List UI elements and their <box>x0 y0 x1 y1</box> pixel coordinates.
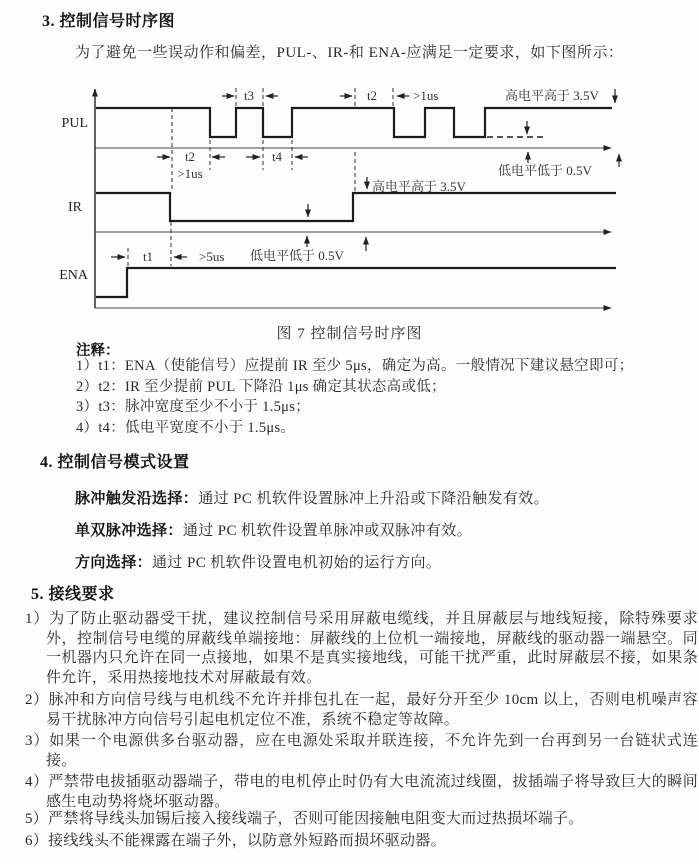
section-3-heading: 3. 控制信号时序图 <box>42 13 176 30</box>
single-double-pulse-label: 单双脉冲选择： <box>75 523 183 539</box>
single-double-pulse-text: 通过 PC 机软件设置单脉冲或双脉冲有效。 <box>182 523 473 539</box>
pul-waveform <box>96 108 612 137</box>
note-item-1: 1）t1：ENA（使能信号）应提前 IR 至少 5μs，确定为高。一般情况下建议悬空即可； <box>76 358 634 374</box>
ir-signal-label: IR <box>68 200 82 215</box>
direction-select-label: 方向选择： <box>75 555 153 571</box>
figure-caption: 图 7 控制信号时序图 <box>276 326 423 342</box>
t1-label: t1 <box>142 249 154 264</box>
pulse-edge-select-item <box>75 487 549 508</box>
wiring-item-2 <box>25 691 698 730</box>
wiring-item-1 <box>25 610 698 688</box>
wiring-item-6 <box>25 832 698 852</box>
wiring-item-6-num: 6） <box>25 833 49 849</box>
pul-high-level-label: 高电平高于 3.5V <box>505 88 599 103</box>
wiring-item-4 <box>25 773 698 812</box>
wiring-item-1-num: 1） <box>25 611 50 627</box>
ir-low-level-label: 低电平低于 0.5V <box>250 248 344 263</box>
pulse-edge-select-label: 脉冲触发沿选择： <box>75 491 199 507</box>
timing-diagram <box>0 80 699 322</box>
notes-list <box>76 356 633 438</box>
ena-waveform <box>96 268 616 297</box>
ir-waveform <box>96 193 616 221</box>
pulse-edge-select-text: 通过 PC 机软件设置脉冲上升沿或下降沿触发有效。 <box>198 491 550 507</box>
wiring-item-2-text: 脉冲和方向信号线与电机线不允许并排包扎在一起，最好分开至少 10cm 以上，否则电机噪声容易干扰脉冲方向信号引起电机定位不准，系统不稳定等故障。 <box>46 692 698 728</box>
direction-select-item <box>75 551 441 572</box>
direction-select-text: 通过 PC 机软件设置电机初始的运行方向。 <box>152 555 442 571</box>
gt5us-label: >5us <box>199 249 225 264</box>
gt1us-top-label: >1us <box>413 88 439 103</box>
wiring-item-1-text: 为了防止驱动器受干扰，建议控制信号采用屏蔽电缆线，并且屏蔽层与地线短接，除特殊要求外，控制信号电缆的屏蔽线单端接地：屏蔽线的上位机一端接地，屏蔽线的驱动器一端悬空。同一机器内只允许在同一点接地，如果不是真实接地线，可能干扰严重，此时屏蔽层不接，如果条件允许，采用热接地技术对屏蔽最有效。 <box>46 611 698 686</box>
note-item-3: 3）t3：脉冲宽度至少不小于 1.5μs； <box>76 399 310 415</box>
wiring-item-4-num: 4） <box>25 774 49 790</box>
dashed-guides <box>128 88 393 267</box>
section-4-heading: 4. 控制信号模式设置 <box>40 454 190 471</box>
ena-signal-label: ENA <box>59 268 88 283</box>
notes-heading: 注释： <box>76 343 120 359</box>
wiring-item-3-text: 如果一个电源供多台驱动器，应在电源处采取并联连接，不允许先到一台再到另一台链状式连接。 <box>46 733 698 769</box>
wiring-item-3-num: 3） <box>25 733 50 749</box>
t4-label: t4 <box>271 149 283 164</box>
t2-top-label: t2 <box>366 88 378 103</box>
wiring-item-5 <box>25 810 698 830</box>
section-5-heading: 5. 接线要求 <box>31 586 115 603</box>
wiring-item-5-text: 严禁将导线头加锡后接入接线端子，否则可能因接触电阻变大而过热损坏端子。 <box>48 811 584 827</box>
ir-high-level-label: 高电平高于 3.5V <box>372 179 466 194</box>
t3-label: t3 <box>243 88 255 103</box>
wiring-item-2-num: 2） <box>25 692 49 708</box>
note-item-2: 2）t2：IR 至少提前 PUL 下降沿 1μs 确定其状态高或低； <box>76 378 446 395</box>
pul-low-level-label: 低电平低于 0.5V <box>498 163 592 178</box>
wiring-item-4-text: 严禁带电拔插驱动器端子，带电的电机停止时仍有大电流流过线圈，拔插端子将导致巨大的瞬间感生电动势将烧坏驱动器。 <box>46 774 698 810</box>
wiring-item-3 <box>25 732 698 771</box>
gt1us-bottom-label: >1us <box>177 166 203 181</box>
pul-signal-label: PUL <box>61 116 88 131</box>
section-3-intro: 为了避免一些误动作和偏差，PUL-、IR-和 ENA-应满足一定要求，如下图所示： <box>75 45 624 61</box>
single-double-pulse-item <box>75 519 472 540</box>
note-item-4: 4）t4：低电平宽度不小于 1.5μs。 <box>76 419 296 436</box>
wiring-item-5-num: 5） <box>25 811 49 827</box>
wiring-item-6-text: 接线线头不能裸露在端子外，以防意外短路而损坏驱动器。 <box>48 833 446 849</box>
t2-bottom-label: t2 <box>184 149 196 164</box>
